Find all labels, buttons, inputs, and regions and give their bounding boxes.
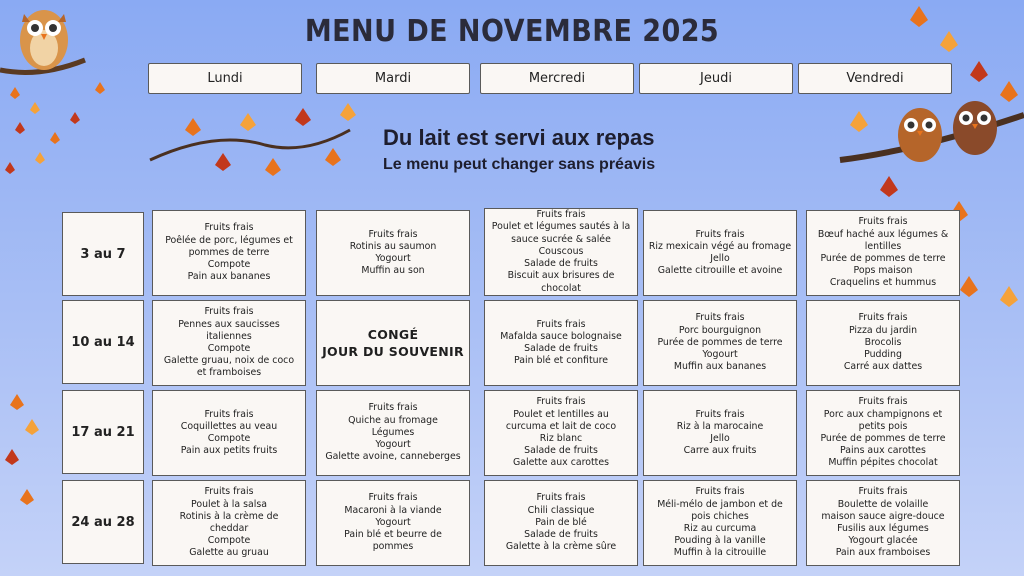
meal-line: Yogourt glacée <box>848 535 918 547</box>
maple-leaf-icon <box>5 394 39 505</box>
meal-cell <box>806 210 960 296</box>
day-header-lundi: Lundi <box>148 63 302 94</box>
meal-line: Fruits frais <box>695 228 745 240</box>
week-label: 10 au 14 <box>62 300 144 384</box>
meal-line: Fruits frais <box>536 209 586 221</box>
meal-line: Fruits frais <box>695 312 745 324</box>
meal-line: Fruits frais <box>204 408 254 420</box>
week-label: 17 au 21 <box>62 390 144 474</box>
meal-line: Galette avoine, canneberges <box>325 451 461 463</box>
meal-line: Pouding à la vanille <box>674 535 766 547</box>
meal-cell <box>484 300 638 386</box>
meal-line: sauce sucrée & salée <box>511 233 611 245</box>
meal-line: Pennes aux saucisses <box>178 318 280 330</box>
meal-line: Brocolis <box>864 336 902 348</box>
meal-line: Mafalda sauce bolognaise <box>500 330 622 342</box>
meal-line: Jello <box>710 433 730 444</box>
meal-line: Quiche au fromage <box>348 414 438 426</box>
page-title: MENU DE NOVEMBRE 2025 <box>304 14 720 49</box>
meal-line: Fusilis aux légumes <box>837 523 929 534</box>
meal-line: Fruits frais <box>368 492 418 504</box>
meal-line: Galette aux carottes <box>513 457 609 469</box>
meal-line: Galette citrouille et avoine <box>657 265 783 277</box>
meal-cell <box>643 210 797 296</box>
meal-line: Salade de fruits <box>524 258 598 270</box>
meal-line: Coquillettes au veau <box>180 420 278 432</box>
day-header-vendredi: Vendredi <box>798 63 952 94</box>
meal-line: Riz blanc <box>539 433 583 444</box>
maple-leaf-icon <box>5 82 105 174</box>
left-leaves-decoration <box>0 390 50 530</box>
meal-cell <box>643 390 797 476</box>
meal-line: JOUR DU SOUVENIR <box>322 344 464 359</box>
meal-line: Muffin pépites chocolat <box>828 457 938 469</box>
meal-line: Carre aux fruits <box>683 445 757 457</box>
meal-line: Purée de pommes de terre <box>820 433 946 444</box>
meal-line: Macaroni à la viande <box>344 504 442 516</box>
meal-cell <box>806 300 960 386</box>
meal-line: Biscuit aux brisures de <box>507 270 615 282</box>
meal-line: Yogourt <box>375 516 411 528</box>
meal-line: Couscous <box>538 245 584 257</box>
week-label: 24 au 28 <box>62 480 144 564</box>
meal-line: italiennes <box>206 330 252 342</box>
meal-line: Poêlée de porc, légumes et <box>165 234 293 246</box>
meal-line: Fruits frais <box>858 396 908 408</box>
meal-line: cheddar <box>209 523 249 534</box>
meal-line: Pizza du jardin <box>848 324 918 336</box>
meal-line: lentilles <box>864 240 902 252</box>
meal-line: Fruits frais <box>536 492 586 504</box>
meal-line: Pain aux framboises <box>835 547 931 559</box>
meal-line: Jello <box>710 253 730 264</box>
meal-line: Poulet et légumes sautés à la <box>491 221 631 233</box>
meal-line: Fruits frais <box>695 486 745 498</box>
meal-line: Salade de fruits <box>524 445 598 457</box>
meal-line: Fruits frais <box>204 486 254 498</box>
meal-line: Méli-mélo de jambon et de <box>657 498 783 510</box>
change-notice: Le menu peut changer sans préavis <box>383 156 656 173</box>
meal-line: Pain aux bananes <box>187 271 271 283</box>
meal-line: Fruits frais <box>858 486 908 498</box>
meal-line: Muffin aux bananes <box>673 361 767 373</box>
meal-line: pommes <box>372 541 414 553</box>
milk-notice: Du lait est servi aux repas <box>383 125 655 150</box>
meal-line: Salade de fruits <box>524 343 598 354</box>
meal-line: Muffin au son <box>361 265 425 277</box>
meal-line: Fruits frais <box>204 222 254 234</box>
owl-icon <box>898 108 942 162</box>
meal-line: Pain de blé <box>535 516 587 528</box>
meal-line: maison sauce aigre-douce <box>821 510 945 522</box>
meal-line: Compote <box>207 535 251 547</box>
meal-line: Poulet à la salsa <box>191 498 267 510</box>
meal-line: CONGÉ <box>367 327 419 342</box>
meal-line: Compote <box>207 343 251 354</box>
meal-line: Rotinis au saumon <box>349 240 437 252</box>
meal-cell <box>316 210 470 296</box>
meal-cell <box>152 390 306 476</box>
meal-line: curcuma et lait de coco <box>505 420 617 432</box>
meal-cell <box>152 210 306 296</box>
day-header-mardi: Mardi <box>316 63 470 94</box>
day-header-jeudi: Jeudi <box>639 63 793 94</box>
meal-line: Pain blé et beurre de <box>344 529 442 541</box>
meal-line: Pudding <box>864 349 902 361</box>
meal-line: Galette au gruau <box>189 547 269 559</box>
meal-line: Poulet et lentilles au <box>513 408 609 420</box>
middle-branch-decoration <box>145 100 365 200</box>
meal-line: Riz au curcuma <box>683 523 757 534</box>
meal-line: Purée de pommes de terre <box>820 253 946 264</box>
meal-cell <box>484 208 638 296</box>
week-label: 3 au 7 <box>62 212 144 296</box>
meal-line: Riz à la marocaine <box>676 420 764 432</box>
meal-line: Compote <box>207 433 251 444</box>
meal-cell <box>152 300 306 386</box>
meal-line: Fruits frais <box>204 306 254 318</box>
meal-cell <box>643 480 797 566</box>
meal-line: Yogourt <box>375 253 411 264</box>
day-header-mercredi: Mercredi <box>480 63 634 94</box>
meal-line: Fruits frais <box>858 312 908 324</box>
meal-line: Craquelins et hummus <box>829 277 937 289</box>
meal-cell <box>316 390 470 476</box>
meal-line: Fruits frais <box>368 228 418 240</box>
meal-cell <box>484 480 638 566</box>
meal-line: Carré aux dattes <box>843 361 923 373</box>
meal-line: Yogourt <box>702 349 738 361</box>
meal-cell <box>643 300 797 386</box>
meal-line: Riz mexicain végé au fromage <box>648 240 792 252</box>
meal-cell <box>806 390 960 476</box>
meal-line: Rotinis à la crème de <box>179 510 279 522</box>
meal-line: Pain blé et confiture <box>513 355 608 367</box>
meal-cell <box>316 300 470 386</box>
owl-icon <box>953 101 997 155</box>
meal-line: Porc aux champignons et <box>823 408 943 420</box>
meal-line: Salade de fruits <box>524 529 598 541</box>
meal-cell <box>316 480 470 566</box>
meal-line: Galette gruau, noix de coco <box>163 355 295 367</box>
meal-line: Pops maison <box>853 265 913 277</box>
meal-line: Yogourt <box>375 439 411 451</box>
meal-line: Boulette de volaille <box>837 498 929 510</box>
meal-line: Pain aux petits fruits <box>180 445 278 457</box>
meal-line: Galette à la crème sûre <box>505 541 617 553</box>
meal-line: petits pois <box>858 420 908 432</box>
meal-line: pois chiches <box>691 510 749 522</box>
meal-line: Fruits frais <box>536 396 586 408</box>
meal-cell <box>484 390 638 476</box>
meal-line: Purée de pommes de terre <box>657 336 783 348</box>
meal-line: Fruits frais <box>368 402 418 414</box>
meal-line: pommes de terre <box>188 246 270 258</box>
meal-line: Pains aux carottes <box>840 445 926 457</box>
meal-line: chocolat <box>541 282 581 294</box>
meal-line: Muffin à la citrouille <box>673 547 767 559</box>
meal-line: Porc bourguignon <box>678 324 762 336</box>
meal-line: Bœuf haché aux légumes & <box>817 228 949 240</box>
meal-line: et framboises <box>196 367 262 379</box>
meal-line: Chili classique <box>527 504 595 516</box>
meal-line: Fruits frais <box>695 408 745 420</box>
meal-line: Compote <box>207 259 251 271</box>
meal-line: Fruits frais <box>536 318 586 330</box>
meal-line: Fruits frais <box>858 216 908 228</box>
meal-cell <box>152 480 306 566</box>
meal-line: Légumes <box>371 426 415 438</box>
meal-cell <box>806 480 960 566</box>
